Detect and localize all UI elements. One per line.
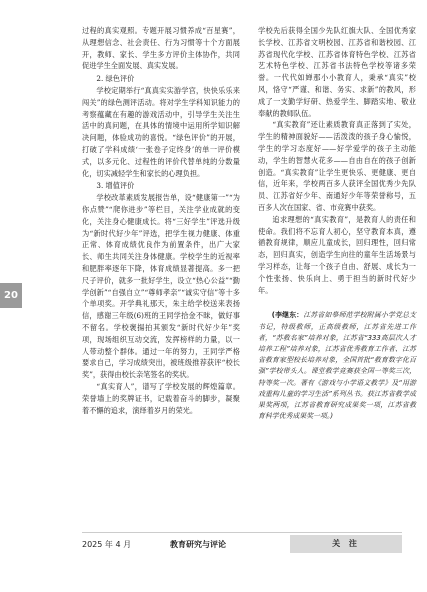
page-footer bbox=[0, 535, 427, 555]
right-paragraphs bbox=[258, 25, 416, 296]
journal-title: 教育研究与评论 bbox=[170, 539, 226, 549]
author-bio bbox=[258, 310, 416, 422]
left-column-paragraph: 2. 绿色评价 bbox=[96, 74, 135, 84]
right-column-paragraph: 追求理想的“真实教育”，是教育人的责任和使命。我们将不忘育人初心，坚守教育本真，遵循教育规律，顺应儿童成长，回归理性，回归常态，回归真实，创造学生向往的童年生活场景与学习样态，让每一个孩子自由、舒展、成长为一个性张扬、快乐向上、勇于担当的新时代好少年。 bbox=[258, 214, 416, 295]
author-bio-text: 江苏省如皋师范学校附属小学党总支书记，特级教师，正高级教师，江苏省先进工作者，“苏教名家”培养对象，江苏省“333高层次人才培养工程”培养对象，江苏省优秀教育工作者、江苏省教育家型校长培养对象，全国首批“教育数字化百强”学校带头人。课堂教学竞赛获全国一等奖三次，特等奖一次。著有《游戏与小学语文教学》及“用游戏重构儿童的学习生活”系列丛书。获江苏省教学成果奖两项，江苏省教育研究成果奖一项，江苏省教育科学优秀成果奖一项。) bbox=[258, 311, 417, 421]
left-column-paragraph: 过程的真实观照。专题开展习惯养成“百星赛”，从理想信念、社会责任、行为习惯等十个方面展开，教师、家长、学生多方评价主体协作，共同促进学生全面发展、真实发展。 bbox=[82, 26, 240, 71]
footer-rule bbox=[82, 532, 402, 533]
left-column-paragraph: 3. 增值评价 bbox=[96, 181, 135, 191]
left-column-paragraph: “真实育人”，谱写了学校发展的辉煌篇章。荣誉墙上的奖牌证书，记载着奋斗的脚步，凝聚着不懈的追求，演绎着岁月的荣光。 bbox=[82, 381, 240, 415]
left-column bbox=[82, 25, 240, 416]
issue-date: 2025 年 4 月 bbox=[82, 540, 132, 549]
page-number: 20 bbox=[4, 290, 18, 301]
left-column-paragraph: 学校改革素质发展报告单，设“健康第一”“为你点赞”“爬你进步”等栏目，关注学业成就的变化，关注身心健康成长。将“三好学生”评选升级为“新时代好少年”评选，把学生视力健康、体重正常、体育成绩优良作为前置条件，出广大家长、师生共同关注身体健康。学校学生的近视率和肥胖率逐年下降，体育成绩显著提高。多一把尺子评价，就多一批好学生，设立“热心公益”“勤学创新”“自强自立”“尊师孝亲”“诚实守信”等十多个单项奖。开学典礼那天，朱主给学校送来表扬信，感谢三年级(6)班的王同学拾金不昧，做好事不留名。学校褒揚拍其颁发“新时代好少年”奖项，现场组织互动交流，发挥榜样的力量，以一人带动整个群体。通过一年的努力，王同学严格要求自己，学习成绩突出，被班级推荐获评“校长奖”，获得由校长亲笔签名的奖状。 bbox=[82, 193, 240, 380]
page-number-tab bbox=[0, 283, 22, 308]
author-bio-name: (李继东： bbox=[271, 311, 304, 320]
right-column-paragraph: “真实教育”还让素质教育真正落到了实处，学生的精神面貌好——活泼泼的孩子身心愉悦，学生的学习态度好——好学爱学的孩子主动能动，学生的智慧火花多——自由自在的孩子创新创造。“真实教育”让学生更快乐、更健康、更自信，近年来，学校两百多人获评全国优秀少先队员、江苏省好少年、南通好少年等荣誉称号，五百多人次在国家、省、市竞赛中获奖。 bbox=[258, 120, 416, 212]
right-column-paragraph: 学校先后获得全国少先队红旗大队、全国优秀家长学校、江苏省文明校园、江苏省和谐校园、江苏省现代化学校、江苏省体育特色学校、江苏省艺术特色学校、江苏省书法特色学校等诸多荣誉。一代代如婵那小小教育人，秉承“真实”校风，恪守“严谨、和谐、务实、求新”的教风，形成了一支勤学好研、热爱学生、脚踏实地、敬业奉献的教师队伍。 bbox=[258, 26, 416, 118]
left-column-paragraph: 学校定期举行“真真实实游学宫，快快乐乐来闯关”的绿色测评活动。将对学生学科知识能力的考察蕴藏在有趣的游戏活动中，引导学生关注生活中的真问题，在具体的情境中运用所学知识解决问题，体验成功的喜悦。“绿色评价”的开展，打破了学科成绩‘一张卷子定终身’的单一评价模式，以多元化、过程性的评价代替单纯的分数量化，切实减轻学生和家长的心理负担。 bbox=[82, 85, 240, 178]
right-column bbox=[258, 25, 416, 422]
section-label: 关 注 bbox=[290, 535, 402, 553]
